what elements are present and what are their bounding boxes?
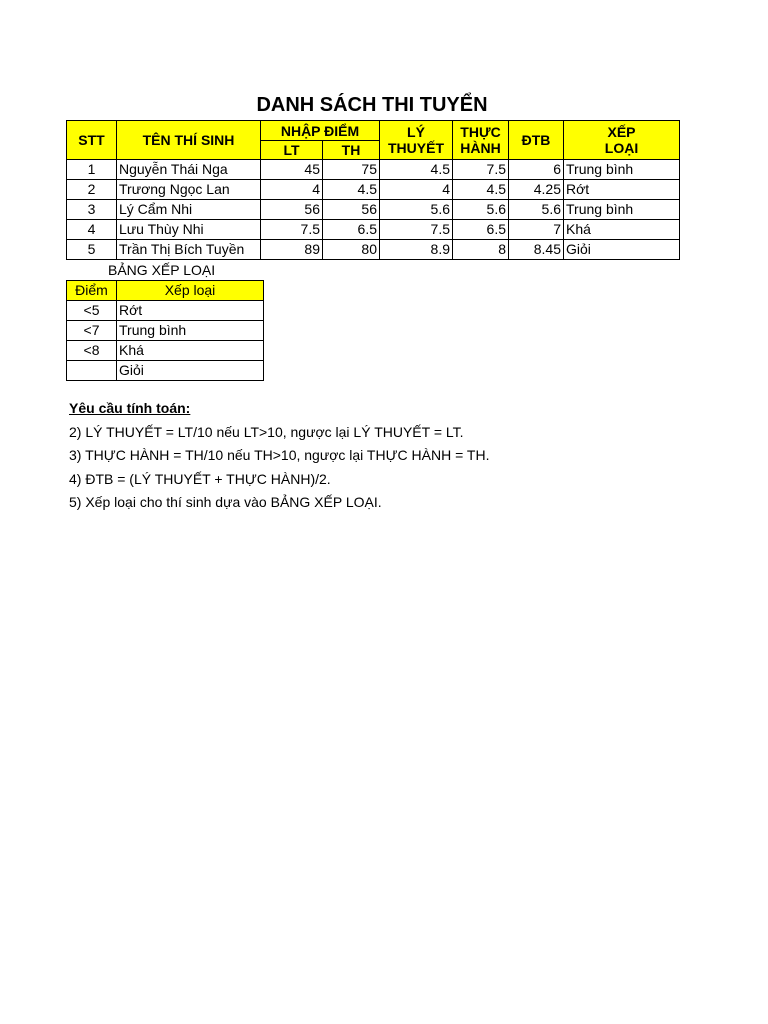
rank-table-title: BẢNG XẾP LOẠI (108, 262, 216, 278)
candidate-table (66, 120, 680, 260)
cell-xep-loai[interactable]: Trung bình (564, 200, 680, 220)
cell-ly-thuyet[interactable]: 5.6 (380, 200, 453, 220)
cell-name[interactable]: Nguyễn Thái Nga (117, 160, 261, 180)
cell-th[interactable]: 75 (323, 160, 380, 180)
header-nhap-diem[interactable]: NHẬP ĐIỂM (261, 121, 380, 141)
cell-th[interactable]: 56 (323, 200, 380, 220)
cell-dtb[interactable]: 8.45 (509, 240, 564, 260)
requirements-list (69, 421, 489, 515)
cell-thuc-hanh[interactable]: 5.6 (453, 200, 509, 220)
cell-ly-thuyet[interactable]: 4 (380, 180, 453, 200)
rank-table (66, 280, 264, 381)
requirement-item: 2) LÝ THUYẾT = LT/10 nếu LT>10, ngược lại LÝ THUYẾT = LT. (69, 423, 464, 440)
rank-cell-xep-loai[interactable]: Rớt (117, 301, 264, 321)
rank-row (67, 341, 264, 361)
cell-ly-thuyet[interactable]: 8.9 (380, 240, 453, 260)
header-ly-thuyet[interactable] (380, 121, 453, 160)
table-row (67, 160, 680, 180)
rank-cell-xep-loai[interactable]: Trung bình (117, 321, 264, 341)
rank-cell-xep-loai[interactable]: Khá (117, 341, 264, 361)
header-xep-loai-line2: LOẠI (604, 140, 639, 156)
cell-lt[interactable]: 7.5 (261, 220, 323, 240)
cell-thuc-hanh[interactable]: 4.5 (453, 180, 509, 200)
header-name[interactable]: TÊN THÍ SINH (117, 121, 261, 160)
header-ly-thuyet-line2: THUYẾT (388, 140, 444, 156)
cell-stt[interactable]: 2 (67, 180, 117, 200)
cell-dtb[interactable]: 4.25 (509, 180, 564, 200)
rank-cell-diem[interactable]: <8 (67, 341, 117, 361)
requirements (69, 397, 489, 515)
cell-xep-loai[interactable]: Trung bình (564, 160, 680, 180)
header-thuc-hanh-line2: HÀNH (460, 140, 501, 156)
cell-ly-thuyet[interactable]: 4.5 (380, 160, 453, 180)
cell-stt[interactable]: 1 (67, 160, 117, 180)
header-row (67, 121, 680, 141)
header-xep-loai-line1: XẾP (607, 124, 636, 140)
header-th[interactable]: TH (323, 141, 380, 160)
cell-name[interactable]: Trương Ngọc Lan (117, 180, 261, 200)
header-lt[interactable]: LT (261, 141, 323, 160)
table-row (67, 240, 680, 260)
rank-header-xep-loai[interactable]: Xếp loại (117, 281, 264, 301)
cell-name[interactable]: Trần Thị Bích Tuyền (117, 240, 261, 260)
header-thuc-hanh-line1: THỰC (460, 124, 501, 140)
rank-cell-diem[interactable]: <7 (67, 321, 117, 341)
cell-th[interactable]: 6.5 (323, 220, 380, 240)
cell-lt[interactable]: 4 (261, 180, 323, 200)
requirement-item: 4) ĐTB = (LÝ THUYẾT + THỰC HÀNH)/2. (69, 470, 331, 487)
table-row (67, 180, 680, 200)
header-dtb[interactable]: ĐTB (509, 121, 564, 160)
cell-stt[interactable]: 5 (67, 240, 117, 260)
cell-xep-loai[interactable]: Rớt (564, 180, 680, 200)
requirements-heading: Yêu cầu tính toán: (69, 400, 191, 416)
cell-thuc-hanh[interactable]: 8 (453, 240, 509, 260)
cell-dtb[interactable]: 6 (509, 160, 564, 180)
cell-th[interactable]: 4.5 (323, 180, 380, 200)
header-ly-thuyet-line1: LÝ (407, 124, 425, 140)
cell-dtb[interactable]: 7 (509, 220, 564, 240)
rank-header-diem[interactable]: Điểm (67, 281, 117, 301)
cell-stt[interactable]: 4 (67, 220, 117, 240)
cell-ly-thuyet[interactable]: 7.5 (380, 220, 453, 240)
header-stt[interactable]: STT (67, 121, 117, 160)
cell-name[interactable]: Lý Cẩm Nhi (117, 200, 261, 220)
cell-dtb[interactable]: 5.6 (509, 200, 564, 220)
cell-thuc-hanh[interactable]: 6.5 (453, 220, 509, 240)
header-xep-loai[interactable] (564, 121, 680, 160)
cell-th[interactable]: 80 (323, 240, 380, 260)
rank-cell-diem[interactable]: <5 (67, 301, 117, 321)
rank-row (67, 301, 264, 321)
cell-lt[interactable]: 89 (261, 240, 323, 260)
cell-lt[interactable]: 56 (261, 200, 323, 220)
rank-row (67, 321, 264, 341)
requirement-item: 5) Xếp loại cho thí sinh dựa vào BẢNG XẾP LOẠI. (69, 494, 382, 510)
cell-xep-loai[interactable]: Khá (564, 220, 680, 240)
cell-lt[interactable]: 45 (261, 160, 323, 180)
cell-thuc-hanh[interactable]: 7.5 (453, 160, 509, 180)
cell-name[interactable]: Lưu Thùy Nhi (117, 220, 261, 240)
sheet-title: DANH SÁCH THI TUYỂN (256, 94, 488, 116)
rank-header-row (67, 281, 264, 301)
table-row (67, 220, 680, 240)
table-row (67, 200, 680, 220)
cell-stt[interactable]: 3 (67, 200, 117, 220)
cell-xep-loai[interactable]: Giỏi (564, 240, 680, 260)
header-thuc-hanh[interactable] (453, 121, 509, 160)
requirement-item: 3) THỰC HÀNH = TH/10 nếu TH>10, ngược lại THỰC HÀNH = TH. (69, 447, 490, 463)
rank-row (67, 361, 264, 381)
rank-cell-diem[interactable] (67, 361, 117, 381)
rank-cell-xep-loai[interactable]: Giỏi (117, 361, 264, 381)
